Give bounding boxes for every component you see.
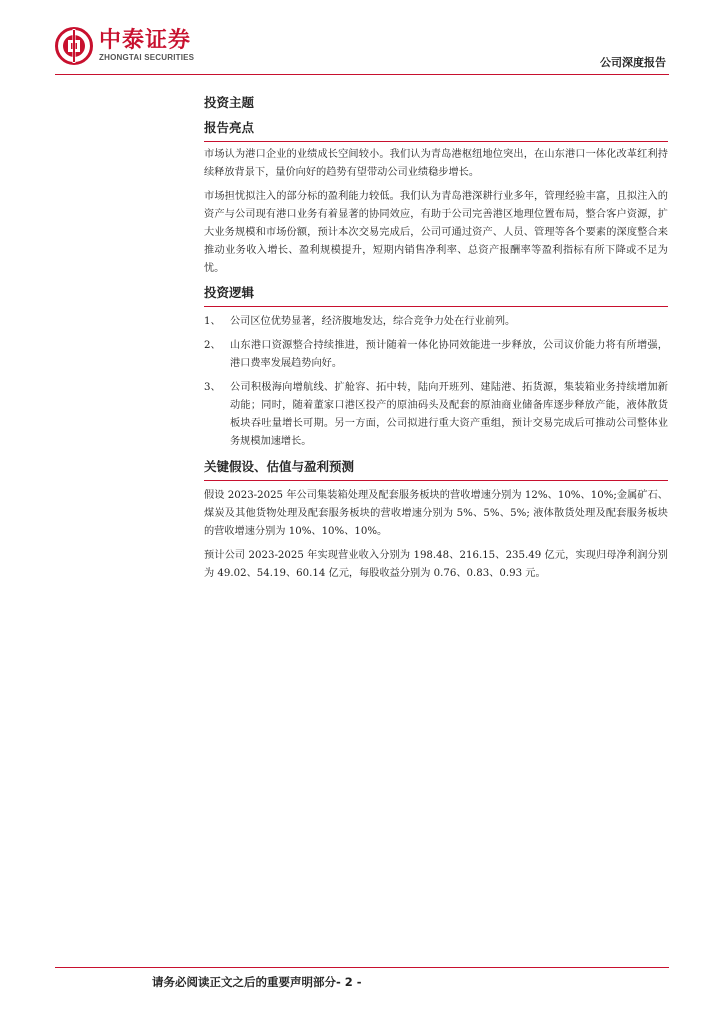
list-item: [204, 313, 668, 331]
investment-theme-section: [204, 94, 668, 278]
highlights-paragraph-1: 市场认为港口企业的业绩成长空间较小。我们认为青岛港枢纽地位突出，在山东港口一体化改革红利持续释放背景下，量价向好的趋势有望带动公司业绩稳步增长。: [204, 149, 668, 178]
page-title: 投资主题: [204, 95, 255, 110]
forecast-heading: 关键假设、估值与盈利预测: [204, 459, 355, 474]
footer-disclaimer: 请务必阅读正文之后的重要声明部分- 2 -: [152, 975, 362, 989]
header-divider: [55, 74, 669, 75]
brand-name-cn: 中泰证券: [99, 28, 192, 53]
list-item-text: 公司区位优势显著，经济腹地发达，综合竞争力处在行业前列。: [230, 316, 516, 327]
list-item: [204, 337, 668, 373]
forecast-paragraph-1: 假设 2023-2025 年公司集装箱处理及配套服务板块的营收增速分别为 12%、10%、10%;金属矿石、煤炭及其他货物处理及配套服务板块的营收增速分别为 5%、5%、5%; 液体散货处理及配套服务板块的营收增速分别为 10%、10%、10%。: [204, 490, 668, 537]
company-logo: [55, 27, 194, 65]
list-item: [204, 379, 668, 451]
investment-logic-section: [204, 284, 668, 451]
page-header: [0, 0, 724, 80]
logic-heading: 投资逻辑: [204, 285, 255, 300]
footer-divider: [55, 967, 669, 968]
forecast-section: [204, 458, 668, 583]
list-item-text: 山东港口资源整合持续推进，预计随着一体化协同效能进一步释放，公司议价能力将有所增强，港口费率发展趋势向好。: [230, 340, 668, 369]
highlights-paragraph-2: 市场担忧拟注入的部分标的盈利能力较低。我们认为青岛港深耕行业多年，管理经验丰富，且拟注入的资产与公司现有港口业务有着显著的协同效应，有助于公司完善港区地理位置布局，整合客户资源，扩大业务规模和市场份额，预计本次交易完成后，公司可通过资产、人员、管理等各个要素的深度整合来推动业务收入增长、盈利规模提升，短期内销售净利率、总资产报酬率等盈利指标有所下降或不足为忧。: [204, 191, 668, 274]
list-item-number: 3、: [204, 382, 221, 393]
forecast-paragraph-2: 预计公司 2023-2025 年实现营业收入分别为 198.48、216.15、235.49 亿元，实现归母净利润分别为 49.02、54.19、60.14 亿元，每股收益分别为 0.76、0.83、0.93 元。: [204, 550, 668, 579]
report-type-label: 公司深度报告: [600, 56, 666, 69]
brand-name-en: ZHONGTAI SECURITIES: [99, 53, 195, 62]
zhongtai-logo-icon: [55, 27, 93, 65]
list-item-text: 公司积极海向增航线、扩舱容、拓中转，陆向开班列、建陆港、拓货源，集装箱业务持续增加新动能；同时，随着董家口港区投产的原油码头及配套的原油商业储备库逐步释放产能，液体散货板块吞吐量增长可期。另一方面，公司拟进行重大资产重组，预计交易完成后可推动公司整体业务规模加速增长。: [230, 382, 668, 447]
highlights-heading: 报告亮点: [204, 120, 255, 135]
list-item-number: 2、: [204, 340, 221, 351]
list-item-number: 1、: [204, 316, 221, 327]
